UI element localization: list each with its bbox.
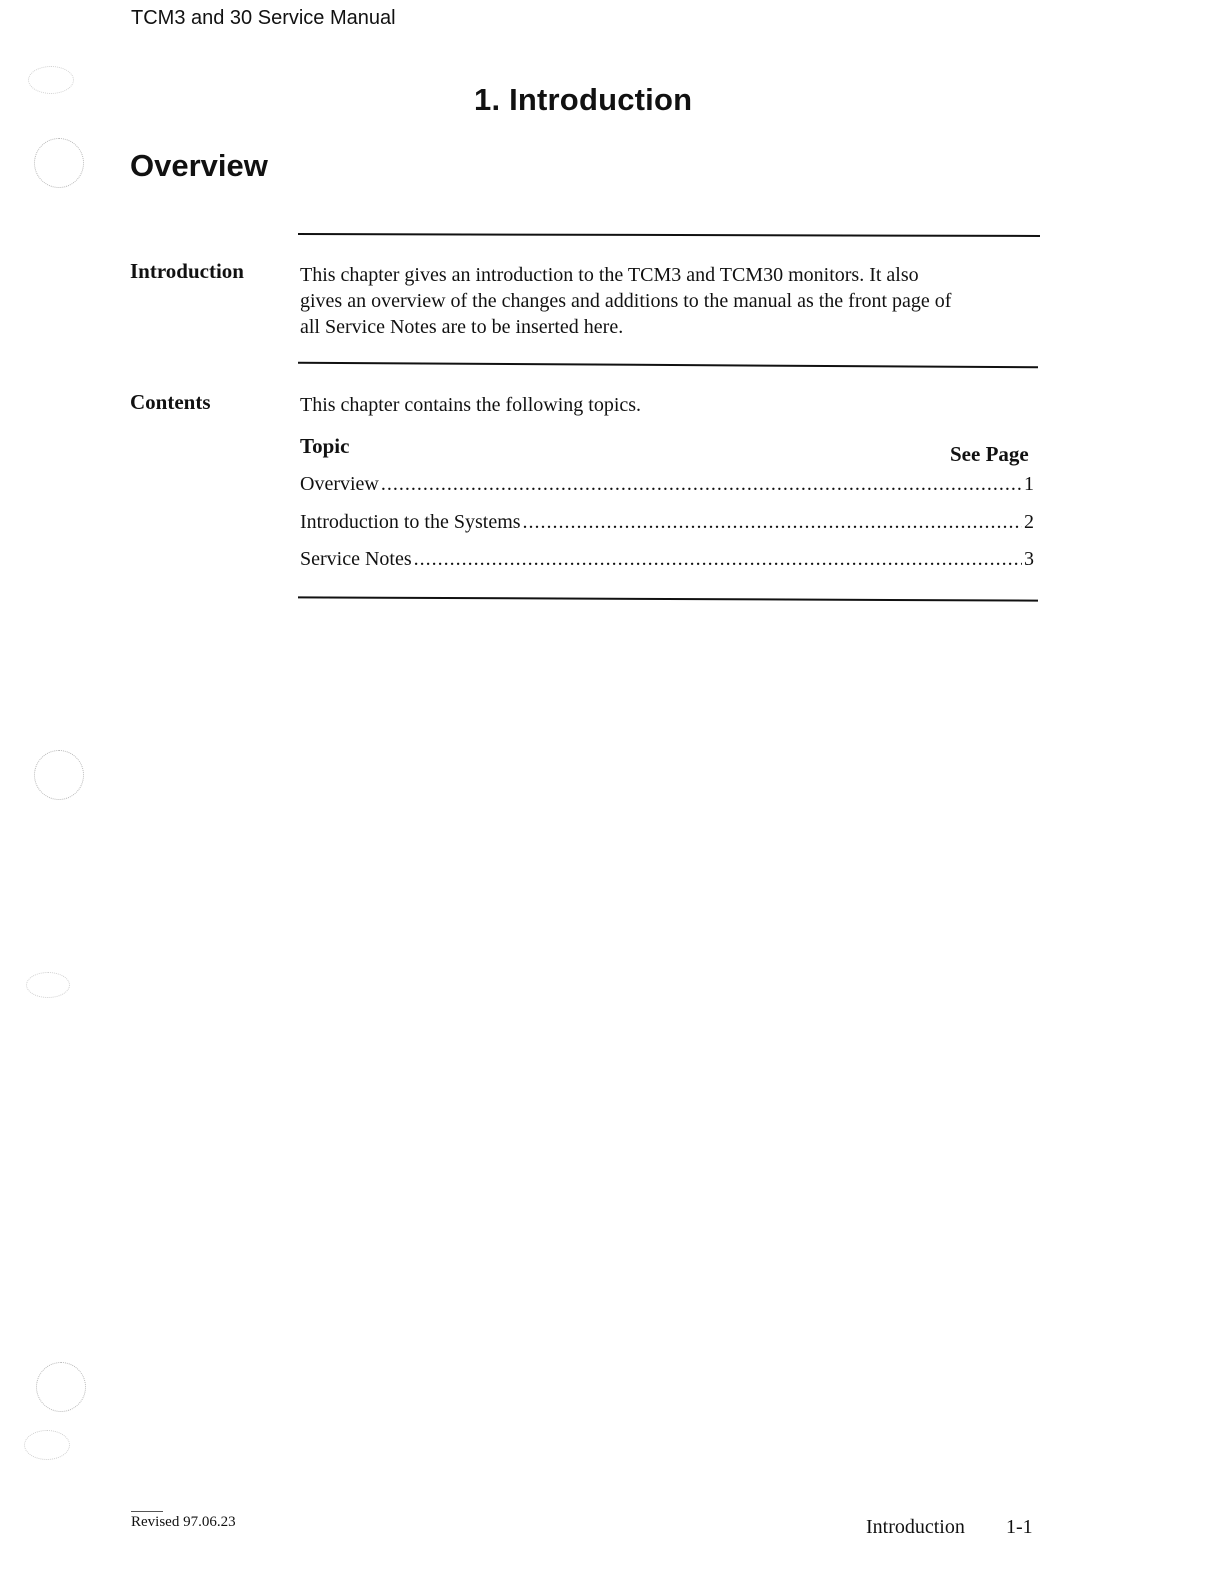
toc-dot-leader xyxy=(381,473,1022,496)
contents-lead-text: This chapter contains the following topics. xyxy=(300,394,642,416)
binder-hole-mark xyxy=(34,750,84,800)
footer-page-number: 1-1 xyxy=(1006,1516,1033,1538)
introduction-line: all Service Notes are to be inserted here. xyxy=(300,316,624,338)
toc-page: 1 xyxy=(1024,473,1034,495)
footer-revised-date: Revised 97.06.23 xyxy=(131,1514,236,1530)
binder-hole-mark xyxy=(34,138,84,188)
toc-dot-leader xyxy=(414,548,1022,571)
toc-row xyxy=(300,511,1034,534)
topic-column-header: Topic xyxy=(300,434,350,458)
introduction-line: gives an overview of the changes and additions to the manual as the front page of xyxy=(300,290,952,312)
divider-rule xyxy=(298,362,1038,369)
binder-hole-mark xyxy=(26,972,70,998)
section-title: Overview xyxy=(130,148,268,183)
binder-hole-mark xyxy=(28,66,74,94)
binder-hole-mark xyxy=(36,1362,86,1412)
toc-page: 3 xyxy=(1024,548,1034,570)
toc-dot-leader xyxy=(523,511,1022,534)
contents-label: Contents xyxy=(130,390,211,414)
footer-section-name: Introduction xyxy=(866,1516,965,1538)
introduction-label: Introduction xyxy=(130,259,244,283)
footer-rule xyxy=(131,1511,163,1512)
toc-topic: Introduction to the Systems xyxy=(300,511,521,533)
toc-row xyxy=(300,473,1034,496)
chapter-title: 1. Introduction xyxy=(474,82,693,117)
toc-row xyxy=(300,548,1034,571)
divider-rule xyxy=(298,596,1038,601)
running-header: TCM3 and 30 Service Manual xyxy=(131,7,396,29)
introduction-line: This chapter gives an introduction to the TCM3 and TCM30 monitors. It also xyxy=(300,264,919,286)
toc-topic: Overview xyxy=(300,473,379,495)
binder-hole-mark xyxy=(24,1430,70,1460)
toc-topic: Service Notes xyxy=(300,548,412,570)
introduction-paragraph xyxy=(300,262,1030,340)
divider-rule xyxy=(298,233,1040,237)
toc-page: 2 xyxy=(1024,511,1034,533)
see-page-column-header: See Page xyxy=(950,442,1029,466)
